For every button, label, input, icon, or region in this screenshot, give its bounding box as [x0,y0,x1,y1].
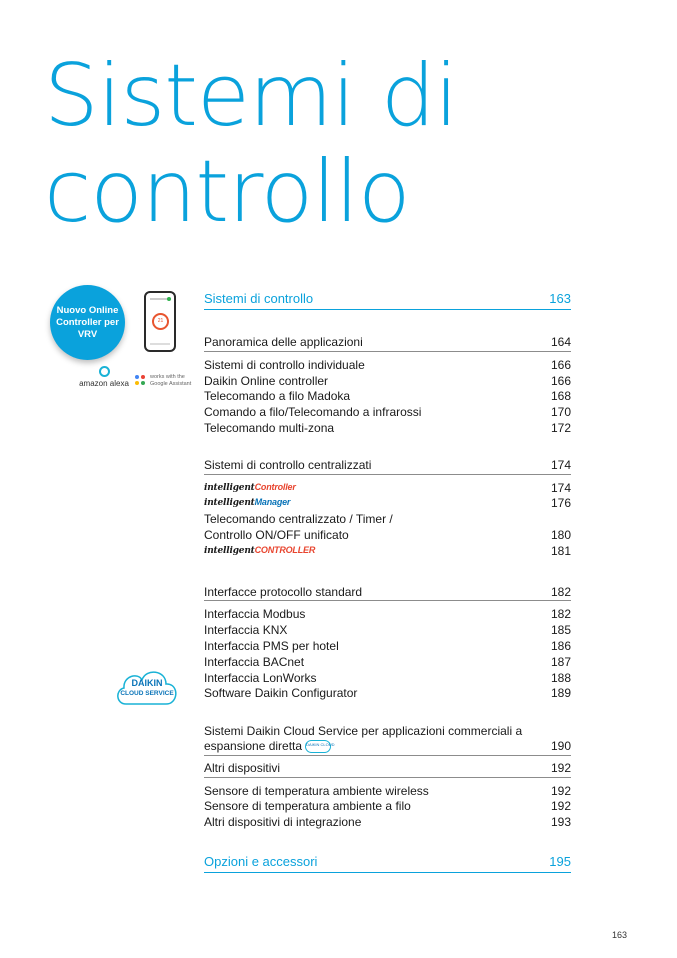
phone-control-bar [150,343,170,345]
toc-label: Sensore di temperatura ambiente a filo [204,799,411,814]
toc-item[interactable] [204,528,571,544]
intelligent-manager-logo: intelligentManager [204,497,291,509]
toc-item[interactable] [204,784,571,800]
toc-item[interactable] [204,724,571,740]
toc-page: 172 [550,420,571,435]
toc-label: Sistemi di controllo centralizzati [204,457,372,472]
toc-item-intelligent-manager[interactable] [204,496,571,512]
table-of-contents [204,290,571,873]
toc-label: espansione diretta [204,738,303,753]
page-number: 163 [612,930,628,940]
toc-item[interactable] [204,405,571,421]
toc-main-heading[interactable] [204,290,571,310]
page-title-line-1: Sistemi di [44,46,458,146]
toc-label: Software Daikin Configurator [204,686,358,701]
toc-page: 189 [550,686,571,701]
toc-page: 187 [550,654,571,669]
toc-page: 185 [550,623,571,638]
google-assistant-icon [135,375,147,387]
toc-page: 192 [550,799,571,814]
phone-status-dot [167,297,171,301]
toc-label: Sistemi di controllo [204,291,314,306]
toc-page: 164 [550,335,571,349]
toc-label: Interfaccia KNX [204,623,288,638]
toc-page: 181 [550,543,571,558]
toc-label: Telecomando a filo Madoka [204,389,351,404]
toc-label: Telecomando multi-zona [204,420,335,435]
thermostat-value: 21 [157,318,164,324]
toc-label: Altri dispositivi [204,760,281,775]
toc-label: Opzioni e accessori [204,853,318,869]
toc-section-heading[interactable] [204,336,571,352]
toc-item[interactable] [204,389,571,405]
toc-page: 174 [550,480,571,495]
toc-page: 163 [549,291,571,306]
toc-page: 166 [550,357,571,372]
toc-page: 170 [550,405,571,420]
toc-item[interactable] [204,799,571,815]
toc-section-heading[interactable] [204,762,571,778]
toc-page: 192 [550,760,571,775]
toc-item[interactable] [204,358,571,374]
toc-page: 182 [550,607,571,622]
intelligent-controller-logo: intelligentController [204,481,296,493]
toc-item[interactable] [204,607,571,623]
toc-label: Daikin Online controller [204,373,329,388]
toc-label: Interfaccia LonWorks [204,670,317,685]
toc-page: 180 [550,527,571,542]
online-controller-badge-text: Nuovo Online Controller per VRV [56,304,119,340]
daikin-cloud-logo [112,664,182,708]
toc-label: Interfaccia BACnet [204,654,305,669]
online-controller-badge [50,285,125,360]
alexa-ring-icon [99,366,110,377]
page-title-line-2: controllo [44,142,410,242]
amazon-alexa-logo [76,366,132,388]
thermostat-dial-icon [152,313,169,330]
toc-options-heading[interactable] [204,853,571,873]
alexa-logo-text: amazon alexa [79,379,129,388]
daikin-cloud-mini-icon: DAIKIN CLOUD [305,740,331,753]
toc-section-heading[interactable] [204,586,571,602]
toc-page: 195 [549,853,571,869]
toc-label: Comando a filo/Telecomando a infrarossi [204,405,422,420]
toc-page: 166 [550,373,571,388]
toc-page: 190 [550,738,571,753]
toc-label: Sensore di temperatura ambiente wireless [204,783,429,798]
toc-item-intelligent-touch-controller[interactable] [204,544,571,560]
toc-label: Panoramica delle applicazioni [204,335,363,349]
toc-item[interactable] [204,623,571,639]
toc-page: 168 [550,389,571,404]
google-assistant-text-line-1: works with the [150,374,185,380]
toc-label: Interfaccia Modbus [204,607,306,622]
page-title [44,48,457,240]
toc-section-heading[interactable] [204,459,571,475]
toc-label: Interfacce protocollo standard [204,584,363,599]
toc-label-wrap [204,738,335,755]
toc-label: Sistemi Daikin Cloud Service per applicazioni commerciali a [204,724,523,739]
toc-page: 192 [550,783,571,798]
toc-item[interactable] [204,374,571,390]
toc-page: 193 [550,815,571,830]
toc-item[interactable] [204,421,571,437]
google-assistant-text-line-2: Google Assistant [150,380,192,387]
toc-item-cloud-service[interactable] [204,740,571,756]
toc-item[interactable] [204,686,571,702]
toc-label: Altri dispositivi di integrazione [204,815,362,830]
cloud-logo-text-2: CLOUD SERVICE [120,690,174,697]
toc-item-intelligent-controller[interactable] [204,481,571,497]
intelligent-controller-logo: intelligentCONTROLLER [204,544,316,556]
toc-item[interactable] [204,671,571,687]
toc-label: Telecomando centralizzato / Timer / [204,512,393,527]
toc-item[interactable] [204,639,571,655]
google-assistant-text [150,374,191,387]
cloud-logo-text-1: DAIKIN [131,678,163,688]
toc-page: 186 [550,638,571,653]
toc-page: 182 [550,584,571,599]
toc-label: Sistemi di controllo individuale [204,357,365,372]
toc-item[interactable] [204,655,571,671]
smartphone-icon [144,291,176,352]
toc-item[interactable] [204,815,571,831]
toc-page: 174 [550,457,571,472]
toc-label: Controllo ON/OFF unificato [204,527,349,542]
toc-page: 188 [550,670,571,685]
toc-label: Interfaccia PMS per hotel [204,638,339,653]
toc-page: 176 [550,496,571,511]
toc-item[interactable] [204,512,571,528]
